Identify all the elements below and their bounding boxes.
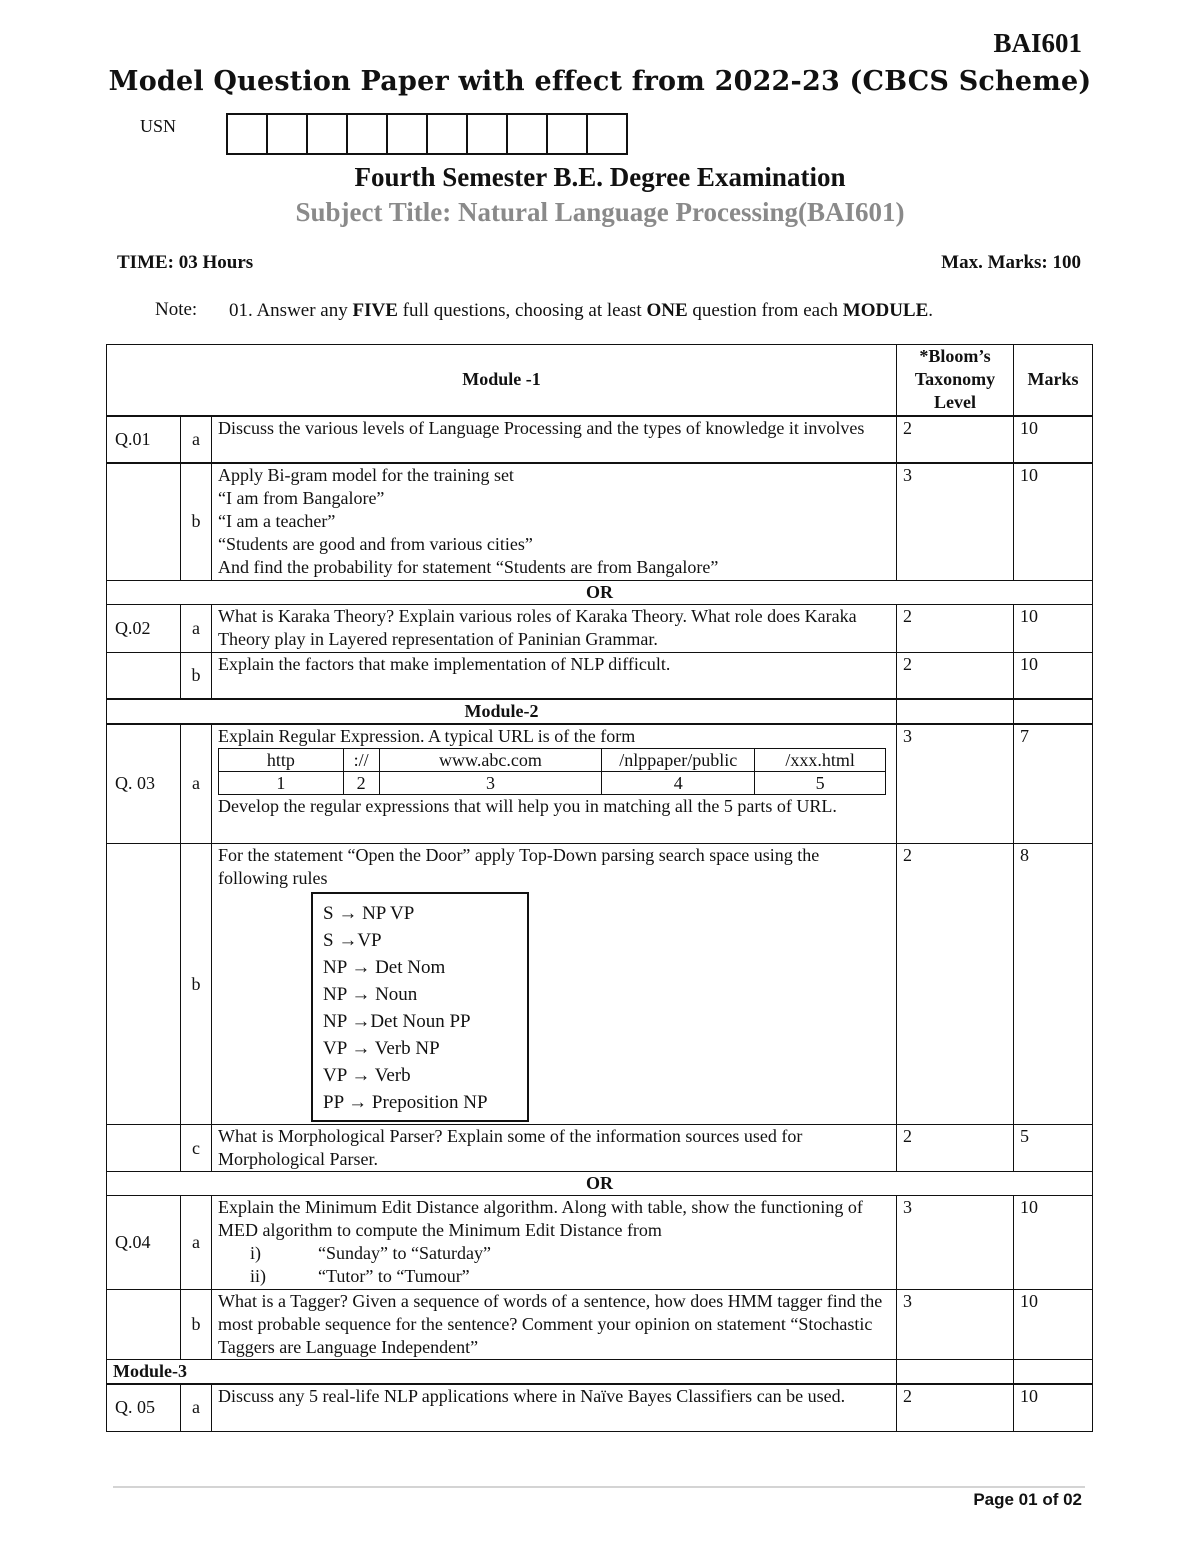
blooms-level: 2 <box>897 416 1014 463</box>
module-1-header-row <box>107 345 1093 416</box>
question-number: Q. 05 <box>107 1384 181 1431</box>
grammar-rule: S →VP <box>323 930 382 951</box>
or-separator: OR <box>107 581 1093 605</box>
or-row <box>107 1172 1093 1196</box>
question-text: What is a Tagger? Given a sequence of words of a sentence, how does HMM tagger find the most probable sequence for the sentence? Comment your opinion on statement “Stochastic Taggers are Language Independent” <box>212 1290 897 1360</box>
exam-title: Fourth Semester B.E. Degree Examination <box>354 162 846 192</box>
question-line: For the statement “Open the Door” apply Top-Down parsing search space using the following rules <box>218 845 820 888</box>
question-line: “I am from Bangalore” <box>218 487 385 508</box>
usn-entry-boxes <box>226 113 628 155</box>
grammar-rule: S → NP VP <box>323 903 415 924</box>
module-2-header-row <box>107 699 1093 724</box>
url-part-number: 3 <box>379 771 602 794</box>
part-label: c <box>181 1125 212 1172</box>
part-label: a <box>181 416 212 463</box>
grammar-rule: NP →Det Noun PP <box>323 1011 471 1032</box>
question-line: Explain the Minimum Edit Distance algorithm. Along with table, show the functioning of MED algorithm to compute the Minimum Edit Distance from <box>218 1197 863 1240</box>
blooms-level-header: *Bloom’s Taxonomy Level <box>897 345 1014 416</box>
marks-header: Marks <box>1014 345 1093 416</box>
question-row <box>107 1125 1093 1172</box>
question-line: “I am a teacher” <box>218 510 336 531</box>
question-number: Q.01 <box>107 416 181 463</box>
part-label: b <box>181 1290 212 1360</box>
url-part-number: 1 <box>219 771 344 794</box>
question-row <box>107 1196 1093 1290</box>
marks: 10 <box>1014 463 1093 581</box>
url-part: http <box>219 748 344 771</box>
grammar-rule: VP → Verb <box>323 1065 411 1086</box>
question-number: Q.04 <box>107 1196 181 1290</box>
question-number <box>107 463 181 581</box>
usn-box <box>428 115 468 153</box>
blooms-level: 2 <box>897 653 1014 699</box>
grammar-rule: NP → Det Nom <box>323 957 446 978</box>
question-number <box>107 1290 181 1360</box>
question-text <box>212 1196 897 1290</box>
part-label: b <box>181 653 212 699</box>
usn-box <box>468 115 508 153</box>
url-part-number: 2 <box>343 771 379 794</box>
grammar-rule: NP → Noun <box>323 984 418 1005</box>
marks: 10 <box>1014 1196 1093 1290</box>
blooms-level: 3 <box>897 463 1014 581</box>
url-part-number: 5 <box>755 771 886 794</box>
question-text: What is Karaka Theory? Explain various roles of Karaka Theory. What role does Karaka Theory play in Layered representation of Paninian Grammar. <box>212 605 897 653</box>
url-part: /nlppaper/public <box>602 748 755 771</box>
question-line: Develop the regular expressions that will help you in matching all the 5 parts of URL. <box>218 795 837 816</box>
module-3-header-row <box>107 1360 1093 1385</box>
blooms-level: 3 <box>897 1290 1014 1360</box>
usn-box <box>308 115 348 153</box>
question-row <box>107 653 1093 699</box>
sub-item: ii) “Tutor” to “Tumour” <box>250 1266 470 1286</box>
note-label: Note: <box>155 299 198 320</box>
question-number <box>107 653 181 699</box>
marks: 10 <box>1014 605 1093 653</box>
question-text: Discuss the various levels of Language Processing and the types of knowledge it involves <box>212 416 897 463</box>
url-part: www.abc.com <box>379 748 602 771</box>
question-line: “Students are good and from various cities” <box>218 533 533 554</box>
url-part: :// <box>343 748 379 771</box>
question-text <box>212 844 897 1125</box>
usn-box <box>388 115 428 153</box>
marks: 8 <box>1014 844 1093 1125</box>
max-marks: Max. Marks: 100 <box>941 252 1081 273</box>
question-row <box>107 1384 1093 1431</box>
question-text: Explain the factors that make implementation of NLP difficult. <box>212 653 897 699</box>
part-label: a <box>181 1196 212 1290</box>
usn-box <box>588 115 626 153</box>
question-text: Discuss any 5 real-life NLP applications where in Naïve Bayes Classifiers can be used. <box>212 1384 897 1431</box>
part-label: a <box>181 605 212 653</box>
question-text: What is Morphological Parser? Explain some of the information sources used for Morphological Parser. <box>212 1125 897 1172</box>
usn-box <box>348 115 388 153</box>
question-line: Apply Bi-gram model for the training set <box>218 464 514 485</box>
question-line: Explain Regular Expression. A typical URL is of the form <box>218 725 636 746</box>
question-table <box>106 344 1093 1432</box>
question-row <box>107 1290 1093 1360</box>
usn-box <box>228 115 268 153</box>
url-part-number: 4 <box>602 771 755 794</box>
question-row <box>107 605 1093 653</box>
question-row <box>107 416 1093 463</box>
url-parts-table <box>218 748 886 795</box>
question-line: And find the probability for statement “Students are from Bangalore” <box>218 556 719 577</box>
note-text: 01. Answer any FIVE full questions, choosing at least ONE question from each MODULE. <box>229 300 934 321</box>
usn-label: USN <box>140 116 177 136</box>
question-text <box>212 463 897 581</box>
module-1-heading: Module -1 <box>107 345 897 416</box>
blooms-level: 3 <box>897 1196 1014 1290</box>
url-part: /xxx.html <box>755 748 886 771</box>
blooms-level: 2 <box>897 844 1014 1125</box>
usn-box <box>268 115 308 153</box>
or-separator: OR <box>107 1172 1093 1196</box>
marks: 10 <box>1014 416 1093 463</box>
blooms-level: 3 <box>897 724 1014 844</box>
marks: 10 <box>1014 1384 1093 1431</box>
part-label: b <box>181 463 212 581</box>
exam-time: TIME: 03 Hours <box>117 252 254 273</box>
paper-code: BAI601 <box>993 28 1082 58</box>
question-number <box>107 1125 181 1172</box>
grammar-rule: VP → Verb NP <box>323 1038 440 1059</box>
usn-box <box>548 115 588 153</box>
blooms-level: 2 <box>897 605 1014 653</box>
usn-box <box>508 115 548 153</box>
marks: 10 <box>1014 653 1093 699</box>
sub-item: i) “Sunday” to “Saturday” <box>250 1243 491 1263</box>
part-label: b <box>181 844 212 1125</box>
part-label: a <box>181 1384 212 1431</box>
module-2-heading: Module-2 <box>107 699 897 724</box>
subject-title: Subject Title: Natural Language Processing(BAI601) <box>295 197 905 227</box>
paper-title: Model Question Paper with effect from 2022-23 (CBCS Scheme) <box>108 66 1092 97</box>
marks: 5 <box>1014 1125 1093 1172</box>
marks: 10 <box>1014 1290 1093 1360</box>
grammar-rules-box <box>311 892 529 1122</box>
grammar-rule: PP → Preposition NP <box>323 1092 488 1113</box>
question-row <box>107 844 1093 1125</box>
footer-divider <box>113 1486 1085 1488</box>
question-number: Q.02 <box>107 605 181 653</box>
question-row <box>107 724 1093 844</box>
question-number <box>107 844 181 1125</box>
part-label: a <box>181 724 212 844</box>
page-number: Page 01 of 02 <box>973 1490 1082 1509</box>
question-row <box>107 463 1093 581</box>
or-row <box>107 581 1093 605</box>
module-3-heading: Module-3 <box>107 1360 897 1385</box>
marks: 7 <box>1014 724 1093 844</box>
blooms-level: 2 <box>897 1125 1014 1172</box>
question-number: Q. 03 <box>107 724 181 844</box>
question-text <box>212 724 897 844</box>
blooms-level: 2 <box>897 1384 1014 1431</box>
